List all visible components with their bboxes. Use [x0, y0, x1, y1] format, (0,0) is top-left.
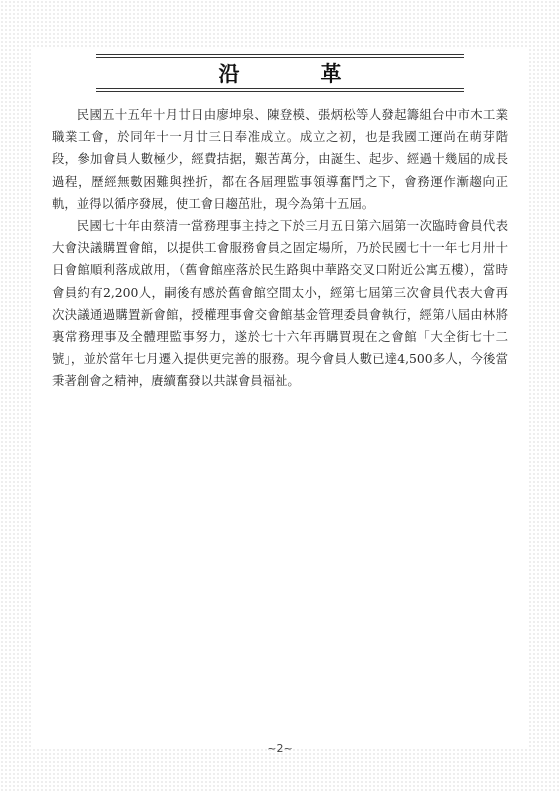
page-content	[32, 48, 528, 748]
paragraph-hall: 民國七十年由蔡清一當務理事主持之下於三月五日第六屆第一次臨時會員代表大會決議購置會館，以提供工會服務會員之固定場所，乃於民國七十一年七月卅十日會館順利落成啟用，（舊會館座落於民生路與中華路交叉口附近公寓五樓），當時會員約有2,200人，嗣後有感於舊會館空間太小，經第七屆第三次會員代表大會再次決議通過購置新會館，授權理事會交會館基金管理委員會執行，經第八屆由林將裏常務理事及全體理監事努力，遂於七十六年再購買現在之會館「大全街七十二號」，並於當年七月遷入提供更完善的服務。現今會員人數已達4,500多人，今後當秉著創會之精神，賡續奮發以共謀會員福祉。	[52, 218, 508, 389]
paragraph-founding: 民國五十五年十月廿日由廖坤泉、陳登模、張炳松等人發起籌組台中市木工業職業工會，於同年十一月廿三日奉准成立。成立之初，也是我國工運尚在萌芽階段，參加會員人數極少，經費拮据，艱苦萬分，由誕生、起步、經過十幾屆的成長過程，歷經無數困難與挫折，都在各屆理監事領導奮鬥之下，會務運作漸趨向正軌，並得以循序發展，使工會日趨茁壯，現今為第十五屆。	[52, 107, 508, 211]
history-text	[52, 104, 508, 393]
page-title: 沿 革	[218, 61, 372, 86]
page-number: ~2~	[267, 742, 293, 755]
title-frame	[96, 54, 464, 92]
